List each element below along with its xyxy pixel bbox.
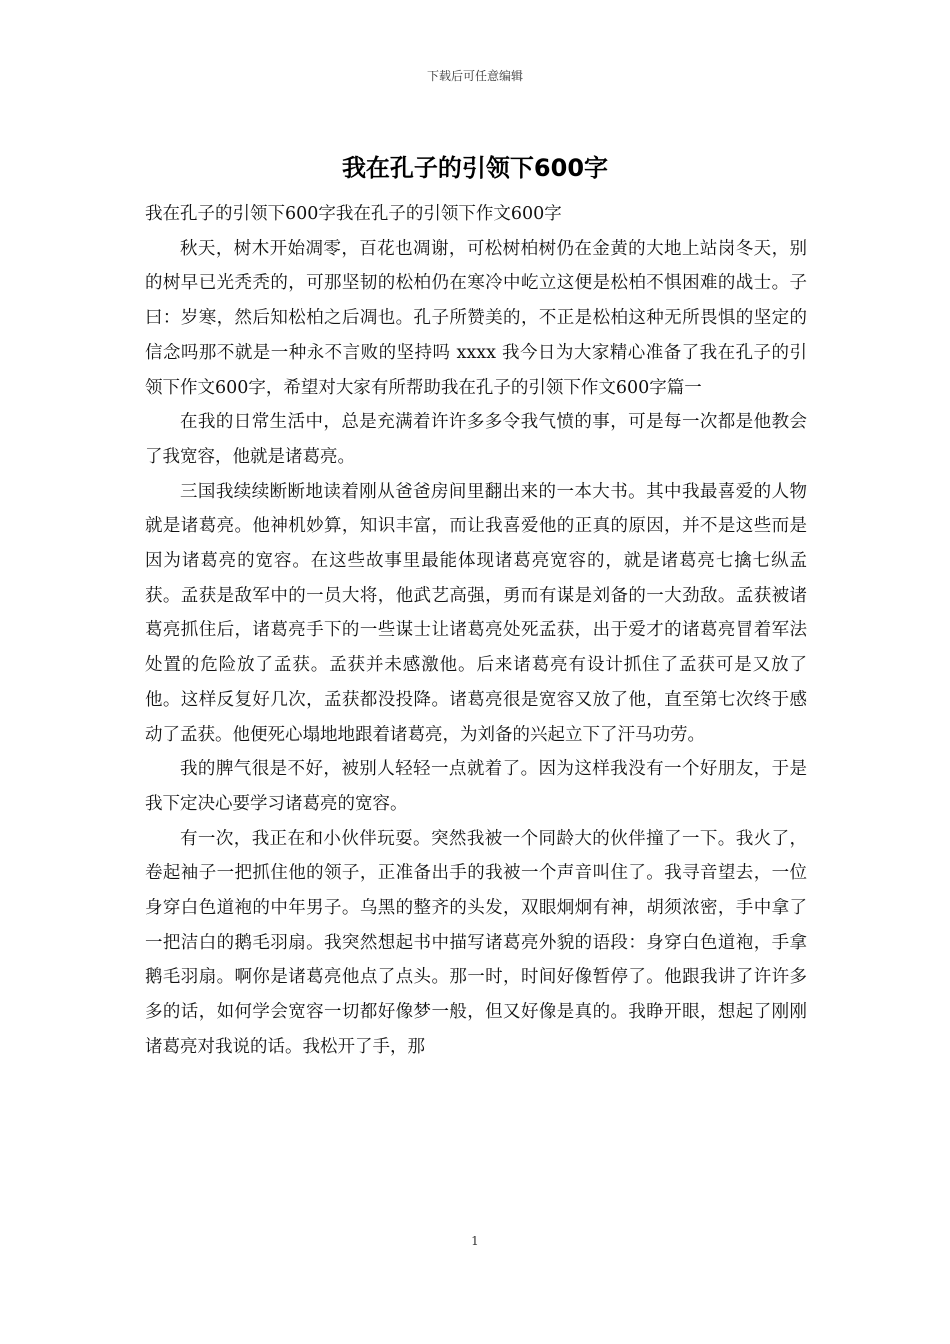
paragraph: 我的脾气很是不好，被别人轻轻一点就着了。因为这样我没有一个好朋友，于是我下定决心要学习诸葛亮的宽容。 — [145, 759, 807, 814]
paragraph: 在我的日常生活中，总是充满着许许多多令我气愤的事，可是每一次都是他教会了我宽容，他就是诸葛亮。 — [145, 412, 807, 467]
subtitle-line: 我在孔子的引领下600字我在孔子的引领下作文600字 — [145, 204, 562, 224]
paragraph: 秋天，树木开始凋零，百花也凋谢，可松树柏树仍在金黄的大地上站岗冬天，别的树早已光秃秃的，可那坚韧的松柏仍在寒冷中屹立这便是松柏不惧困难的战士。子曰：岁寒，然后知松柏之后凋也。孔子所赞美的，不正是松柏这种无所畏惧的坚定的信念吗那不就是一种永不言败的坚持吗 xxxx 我今日为大家精心准备了我在孔子的引领下作文600字，希望对大家有所帮助我在孔子的引领下作文600字篇一 — [145, 238, 807, 398]
document-title: 我在孔子的引领下600字 — [341, 154, 609, 182]
paragraph: 三国我续续断断地读着刚从爸爸房间里翻出来的一本大书。其中我最喜爱的人物就是诸葛亮。他神机妙算，知识丰富，而让我喜爱他的正真的原因，并不是这些而是因为诸葛亮的宽容。在这些故事里最能体现诸葛亮宽容的，就是诸葛亮七擒七纵孟获。孟获是敌军中的一员大将，他武艺高强，勇而有谋是刘备的一大劲敌。孟获被诸葛亮抓住后，诸葛亮手下的一些谋士让诸葛亮处死孟获，出于爱才的诸葛亮冒着军法处置的危险放了孟获。孟获并未感激他。后来诸葛亮有设计抓住了孟获可是又放了他。这样反复好几次，孟获都没投降。诸葛亮很是宽容又放了他，直至第七次终于感动了孟获。他便死心塌地地跟着诸葛亮，为刘备的兴起立下了汗马功劳。 — [145, 481, 807, 745]
document-body — [145, 197, 807, 1065]
paragraph: 有一次，我正在和小伙伴玩耍。突然我被一个同龄大的伙伴撞了一下。我火了，卷起袖子一把抓住他的领子，正准备出手的我被一个声音叫住了。我寻音望去，一位身穿白色道袍的中年男子。乌黑的整齐的头发，双眼炯炯有神，胡须浓密，手中拿了一把洁白的鹅毛羽扇。我突然想起书中描写诸葛亮外貌的语段：身穿白色道袍，手拿鹅毛羽扇。啊你是诸葛亮他点了点头。那一时，时间好像暂停了。他跟我讲了许许多多的话，如何学会宽容一切都好像梦一般，但又好像是真的。我睁开眼，想起了刚刚诸葛亮对我说的话。我松开了手，那 — [145, 828, 807, 1057]
page-number: 1 — [471, 1234, 479, 1248]
header-note: 下载后可任意编辑 — [426, 69, 523, 83]
